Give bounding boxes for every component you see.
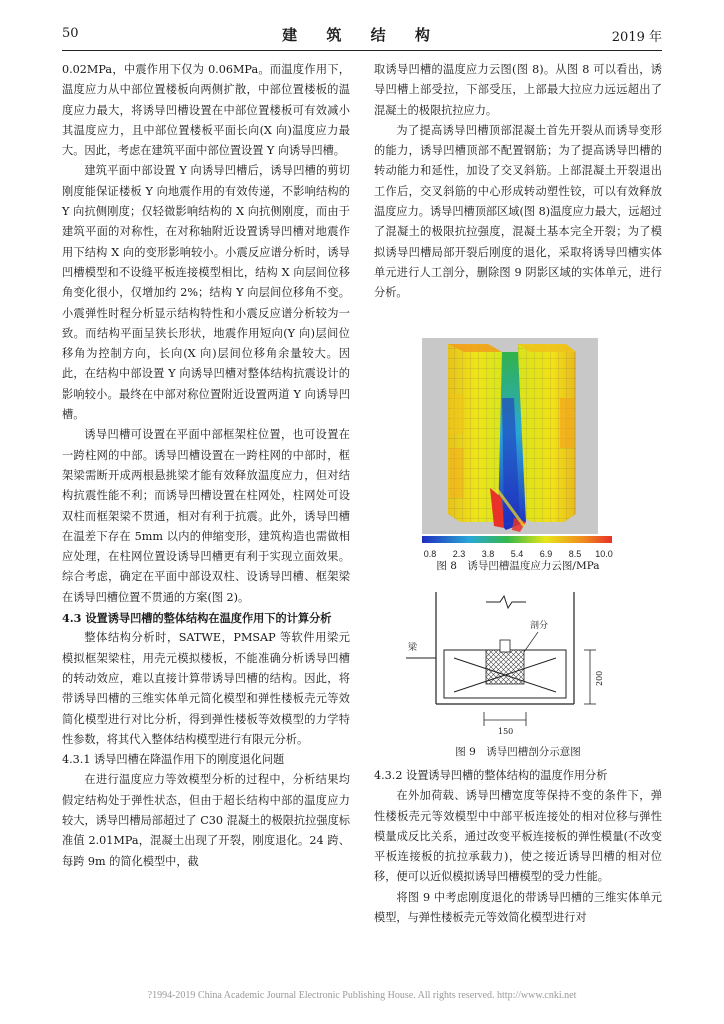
section-4-3-2 [374, 766, 662, 928]
paragraph: 诱导凹槽可设置在平面中部框架柱位置，也可设置在一跨柱网的中部。诱导凹槽设置在一跨柱网的中部时，框架梁需断开成两根悬挑梁才能有效释放温度应力，但对结构抗震性能不利；而诱导凹槽设置在柱网处，柱网处可设双柱而框架梁不贯通，相对有利于抗震。此外，诱导凹槽在温差下存在 5mm 以内的伸缩变形，建筑构造也需做相应处理，在柱网位置设诱导凹槽更有利于实现立面效果。综合考虑，确定在平面中部设双柱、设诱导凹槽、框架梁在诱导凹槽位置不贯通的方案(图 2)。 [62, 428, 350, 604]
colorbar [422, 536, 612, 543]
cut-region-hatched [486, 650, 524, 684]
section-heading-4-3: 4.3 设置诱导凹槽的整体结构在温度作用下的计算分析 [62, 611, 332, 626]
left-column [62, 60, 350, 872]
journal-title: 建 筑 结 构 [282, 26, 442, 44]
colorbar-tick-label: 5.4 [510, 549, 524, 559]
dim-width: 150 [498, 727, 514, 736]
section-heading-4-3-1: 4.3.1 诱导凹槽在降温作用下的刚度退化问题 [62, 753, 285, 767]
cut-diagram [406, 592, 636, 742]
figure-9-cut-diagram [406, 592, 636, 742]
colorbar-tick-label: 2.3 [452, 549, 466, 559]
header-rule [62, 50, 662, 51]
stress-contour-image [374, 338, 662, 560]
paragraph: 将图 9 中考虑刚度退化的带诱导凹槽的三维实体单元模型，与弹性楼板壳元等效简化模型进行对 [374, 890, 662, 925]
colorbar-tick-label: 0.8 [423, 549, 437, 559]
break-mark [486, 596, 526, 608]
figure-8-caption: 图 8 诱导凹槽温度应力云图/MPa [436, 560, 600, 572]
page-number: 50 [62, 26, 79, 41]
paragraph: 在外加荷载、诱导凹槽宽度等保持不变的条件下，弹性楼板壳元等效模型中中部平板连接处的相对位移与弹性模量成反比关系，通过改变平板连接板的弹性模量(不改变平板连接板的抗拉承载力)，使之接近诱导凹槽的相对位移，便可以近似模拟诱导凹槽模型的受力性能。 [374, 789, 662, 884]
year: 2019 年 [611, 30, 662, 45]
colorbar-tick-label: 6.9 [539, 549, 553, 559]
copyright-footer: ?1994-2019 China Academic Journal Electronic Publishing House. All rights reserved. http://www.cnki.net [147, 990, 577, 1001]
paragraph: 取诱导凹槽的温度应力云图(图 8)。从图 8 可以看出，诱导凹槽上部受拉，下部受压，上部最大拉应力远远超出了混凝土的极限抗拉应力。 [374, 63, 662, 117]
label-cut: 剖分 [530, 621, 549, 631]
colorbar-tick-label: 3.8 [481, 549, 495, 559]
paragraph: 建筑平面中部设置 Y 向诱导凹槽后，诱导凹槽的剪切刚度能保证楼板 Y 向地震作用的有效传递，不影响结构的 Y 向抗侧刚度；仅轻微影响结构的 X 向抗侧刚度，而由于建筑平面的对称性，在对称轴附近设置诱导凹槽对地震作用下结构 X 向的变形影响较小。小震反应谱分析时，诱导凹槽模型和不设缝平板连接模型相比，结构 X 向层间位移角变化很小，仅增加约 2%；结构 Y 向层间位移角不变。小震弹性时程分析显示结构特性和小震反应谱分析较为一致。而结构平面呈狭长形状，地震作用短向(Y 向)层间位移角为控制方向，长向(X 向)层间位移角余量较大。因此，在结构中部设置 Y 向诱导凹槽对整体结构抗震设计的影响较小。最终在中部对称位置附近设置两道 Y 向诱导凹槽。 [62, 164, 350, 422]
figure-8-stress-contour [374, 338, 662, 578]
paragraph: 0.02MPa，中震作用下仅为 0.06MPa。而温度作用下，温度应力从中部位置楼板向两侧扩散，中部位置楼板的温度应力最大，将诱导凹槽设置在中部位置楼板可有效减小其温度应力，且中部位置楼板平面长向(X 向)温度应力最大。因此，考虑在建筑平面中部位置设置 Y 向诱导凹槽。 [62, 63, 350, 158]
page-header [0, 22, 724, 52]
colorbar-tick-label: 10.0 [595, 549, 613, 559]
paragraph: 为了提高诱导凹槽顶部混凝土首先开裂从而诱导变形的能力，诱导凹槽顶部不配置钢筋；为了提高诱导凹槽的转动能力和延性，加设了交叉斜筋。上部混凝土开裂退出工作后，交叉斜筋的中心形成转动塑性铰，可以有效释放温度应力。诱导凹槽顶部区域(图 8)温度应力最大，远超过了混凝土的极限抗拉强度，混凝土基本完全开裂；为了模拟诱导凹槽局部开裂后刚度的退化，采取将诱导凹槽实体单元进行人工剖分，删除图 9 阴影区域的实体单元，进行分析。 [374, 123, 662, 300]
section-heading-4-3-2: 4.3.2 设置诱导凹槽的整体结构的温度作用分析 [374, 769, 608, 782]
figure-9-caption: 图 9 诱导凹槽剖分示意图 [455, 746, 581, 758]
paragraph: 在进行温度应力等效模型分析的过程中，分析结果均假定结构处于弹性状态，但由于超长结构中部的温度应力较大，诱导凹槽局部超过了 C30 混凝土的极限抗拉强度标准值 2.01MPa，混凝土出现了开裂，刚度退化。24 跨、每跨 9m 的简化模型中，截 [62, 773, 350, 868]
dim-height: 200 [595, 670, 604, 686]
label-beam: 梁 [408, 643, 418, 653]
paragraph: 整体结构分析时，SATWE，PMSAP 等软件用梁元模拟框架梁柱，用壳元模拟楼板，不能准确分析诱导凹槽的转动效应，难以直接计算带诱导凹槽的结构。因此，将带诱导凹槽的三维实体单元简化模型和弹性楼板壳元等效简化模型进行对比分析，得到弹性楼板等效模型的力学特性参数，将其代入整体结构模型进行有限元分析。 [62, 631, 350, 746]
right-column-top [374, 60, 662, 304]
colorbar-tick-label: 8.5 [568, 549, 582, 559]
